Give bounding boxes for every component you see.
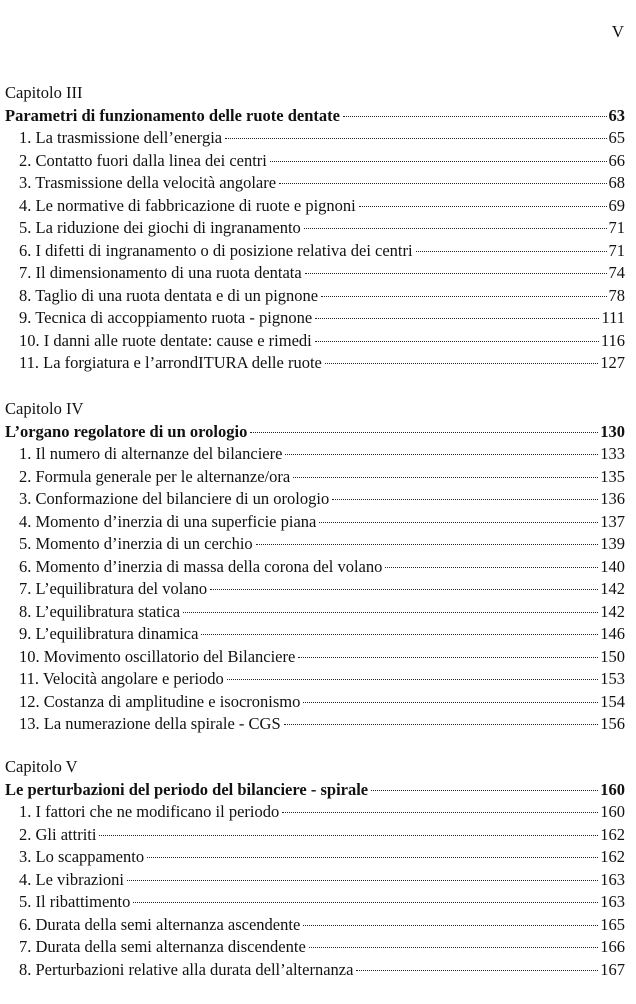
toc-entry[interactable] <box>5 488 625 511</box>
chapter-5 <box>5 756 625 981</box>
entry-page: 156 <box>600 714 625 733</box>
entry-page: 142 <box>600 601 625 621</box>
entry-title: 5. Il ribattimento <box>19 892 131 911</box>
toc-entry[interactable] <box>5 556 625 579</box>
entry-page: 150 <box>600 646 625 666</box>
entry-title: 12. Costanza di amplitudine e isocronismo <box>19 691 301 711</box>
entry-title: 8. Taglio di una ruota dentata e di un pignone <box>19 285 319 305</box>
entry-title: 5. Momento d’inerzia di un cerchio <box>19 534 253 553</box>
entry-title: 9. L’equilibratura dinamica <box>19 624 199 643</box>
dot-leader <box>343 116 607 117</box>
dot-leader <box>279 183 606 184</box>
section-list <box>5 801 625 981</box>
toc-entry[interactable] <box>5 959 625 982</box>
toc-entry[interactable] <box>5 307 625 330</box>
dot-leader <box>315 318 599 319</box>
toc-entry[interactable] <box>5 601 625 624</box>
dot-leader <box>256 544 599 545</box>
entry-title: 10. Movimento oscillatorio del Bilanciere <box>19 646 296 666</box>
entry-page: 68 <box>608 173 625 192</box>
dot-leader <box>250 432 598 433</box>
chapter-page: 130 <box>600 421 625 441</box>
chapter-label: Capitolo III <box>5 83 83 102</box>
entry-title: 11. La forgiatura e l’arrondITURA delle ruote <box>19 353 322 372</box>
entry-title: 6. Momento d’inerzia di massa della corona del volano <box>19 556 383 576</box>
entry-title: 6. I difetti di ingranamento o di posizione relativa dei centri <box>19 240 413 260</box>
entry-page: 69 <box>608 195 625 215</box>
entry-page: 111 <box>601 308 625 327</box>
entry-title: 3. Trasmissione della velocità angolare <box>19 173 277 192</box>
chapter-4 <box>5 398 625 736</box>
toc-entry[interactable] <box>5 466 625 489</box>
toc-entry[interactable] <box>5 127 625 150</box>
entry-title: 8. L’equilibratura statica <box>19 601 181 621</box>
entry-title: 3. Conformazione del bilanciere di un orologio <box>19 489 330 508</box>
dot-leader <box>201 634 598 635</box>
dot-leader <box>282 812 598 813</box>
toc-entry[interactable] <box>5 352 625 375</box>
dot-leader <box>321 296 606 297</box>
entry-title: 4. Le normative di fabbricazione di ruote e pignoni <box>19 195 356 215</box>
entry-page: 116 <box>600 330 625 350</box>
entry-page: 165 <box>600 914 625 934</box>
dot-leader <box>303 925 598 926</box>
dot-leader <box>356 970 598 971</box>
dot-leader <box>284 724 599 725</box>
entry-page: 146 <box>600 624 625 643</box>
dot-leader <box>183 612 598 613</box>
toc-entry[interactable] <box>5 533 625 556</box>
chapter-title: L’organo regolatore di un orologio <box>5 421 248 441</box>
toc-entry[interactable] <box>5 891 625 914</box>
toc-entry[interactable] <box>5 801 625 824</box>
dot-leader <box>210 589 598 590</box>
entry-title: 11. Velocità angolare e periodo <box>19 669 224 688</box>
toc-entry[interactable] <box>5 443 625 466</box>
dot-leader <box>305 273 607 274</box>
toc-entry[interactable] <box>5 262 625 285</box>
entry-page: 153 <box>600 669 625 688</box>
chapter-title-row[interactable] <box>5 421 625 444</box>
dot-leader <box>304 228 607 229</box>
entry-page: 137 <box>600 511 625 531</box>
dot-leader <box>99 835 598 836</box>
entry-title: 7. L’equilibratura del volano <box>19 579 208 598</box>
entry-page: 65 <box>608 128 625 147</box>
entry-page: 135 <box>600 466 625 486</box>
toc-entry[interactable] <box>5 713 625 736</box>
entry-page: 142 <box>600 579 625 598</box>
toc-entry[interactable] <box>5 623 625 646</box>
entry-title: 9. Tecnica di accoppiamento ruota - pignone <box>19 308 313 327</box>
dot-leader <box>325 363 598 364</box>
entry-page: 78 <box>608 285 625 305</box>
entry-title: 1. I fattori che ne modificano il periodo <box>19 802 280 821</box>
dot-leader <box>227 679 598 680</box>
chapter-title: Le perturbazioni del periodo del bilanciere - spirale <box>5 779 369 799</box>
entry-title: 1. La trasmissione dell’energia <box>19 128 223 147</box>
entry-page: 160 <box>600 802 625 821</box>
page-number: V <box>611 22 624 41</box>
entry-page: 140 <box>600 556 625 576</box>
toc-entry[interactable] <box>5 846 625 869</box>
entry-page: 127 <box>600 353 625 372</box>
toc-entry[interactable] <box>5 195 625 218</box>
entry-page: 136 <box>600 489 625 508</box>
dot-leader <box>285 454 598 455</box>
toc-entry[interactable] <box>5 150 625 173</box>
chapter-label: Capitolo V <box>5 757 78 776</box>
toc-entry[interactable] <box>5 217 625 240</box>
dot-leader <box>270 161 607 162</box>
dot-leader <box>147 857 598 858</box>
chapter-title: Parametri di funzionamento delle ruote dentate <box>5 105 340 125</box>
chapter-page: 160 <box>600 779 625 799</box>
entry-page: 74 <box>608 263 625 282</box>
chapter-title-row[interactable] <box>5 779 625 802</box>
entry-title: 2. Contatto fuori dalla linea dei centri <box>19 150 267 170</box>
entry-title: 5. La riduzione dei giochi di ingranamento <box>19 218 301 237</box>
dot-leader <box>298 657 598 658</box>
toc-entry[interactable] <box>5 578 625 601</box>
entry-title: 8. Perturbazioni relative alla durata dell’alternanza <box>19 959 354 979</box>
toc-entry[interactable] <box>5 914 625 937</box>
toc-entry[interactable] <box>5 869 625 892</box>
entry-title: 6. Durata della semi alternanza ascendente <box>19 914 301 934</box>
entry-title: 1. Il numero di alternanze del bilanciere <box>19 444 283 463</box>
entry-page: 162 <box>600 847 625 866</box>
dot-leader <box>319 522 598 523</box>
entry-title: 7. Il dimensionamento di una ruota dentata <box>19 263 302 282</box>
entry-page: 163 <box>600 869 625 889</box>
dot-leader <box>315 341 599 342</box>
section-list <box>5 443 625 736</box>
toc-entry[interactable] <box>5 936 625 959</box>
toc-entry[interactable] <box>5 691 625 714</box>
entry-page: 162 <box>600 824 625 844</box>
toc-entry[interactable] <box>5 172 625 195</box>
toc-entry[interactable] <box>5 668 625 691</box>
dot-leader <box>303 702 598 703</box>
entry-page: 167 <box>600 959 625 979</box>
entry-title: 10. I danni alle ruote dentate: cause e rimedi <box>19 330 312 350</box>
dot-leader <box>293 477 598 478</box>
dot-leader <box>133 902 598 903</box>
dot-leader <box>416 251 607 252</box>
chapter-page: 63 <box>608 105 625 125</box>
entry-page: 154 <box>600 691 625 711</box>
chapter-title-row[interactable] <box>5 105 625 128</box>
toc-entry[interactable] <box>5 824 625 847</box>
dot-leader <box>385 567 598 568</box>
toc-entry[interactable] <box>5 511 625 534</box>
toc-entry[interactable] <box>5 240 625 263</box>
entry-title: 4. Momento d’inerzia di una superficie piana <box>19 511 317 531</box>
toc-entry[interactable] <box>5 646 625 669</box>
chapter-label: Capitolo IV <box>5 399 84 418</box>
toc-entry[interactable] <box>5 330 625 353</box>
entry-page: 139 <box>600 534 625 553</box>
section-list <box>5 127 625 375</box>
entry-title: 4. Le vibrazioni <box>19 869 124 889</box>
dot-leader <box>332 499 598 500</box>
dot-leader <box>225 138 606 139</box>
chapter-3 <box>5 82 625 375</box>
dot-leader <box>127 880 598 881</box>
toc-entry[interactable] <box>5 285 625 308</box>
dot-leader <box>371 790 598 791</box>
entry-title: 13. La numerazione della spirale - CGS <box>19 714 281 733</box>
entry-title: 2. Gli attriti <box>19 824 97 844</box>
entry-page: 71 <box>608 240 625 260</box>
entry-page: 133 <box>600 444 625 463</box>
entry-page: 66 <box>608 150 625 170</box>
entry-title: 7. Durata della semi alternanza discendente <box>19 937 306 956</box>
entry-page: 166 <box>600 937 625 956</box>
entry-page: 71 <box>608 218 625 237</box>
entry-title: 2. Formula generale per le alternanze/ora <box>19 466 291 486</box>
entry-page: 163 <box>600 892 625 911</box>
entry-title: 3. Lo scappamento <box>19 847 145 866</box>
dot-leader <box>309 947 598 948</box>
dot-leader <box>359 206 607 207</box>
